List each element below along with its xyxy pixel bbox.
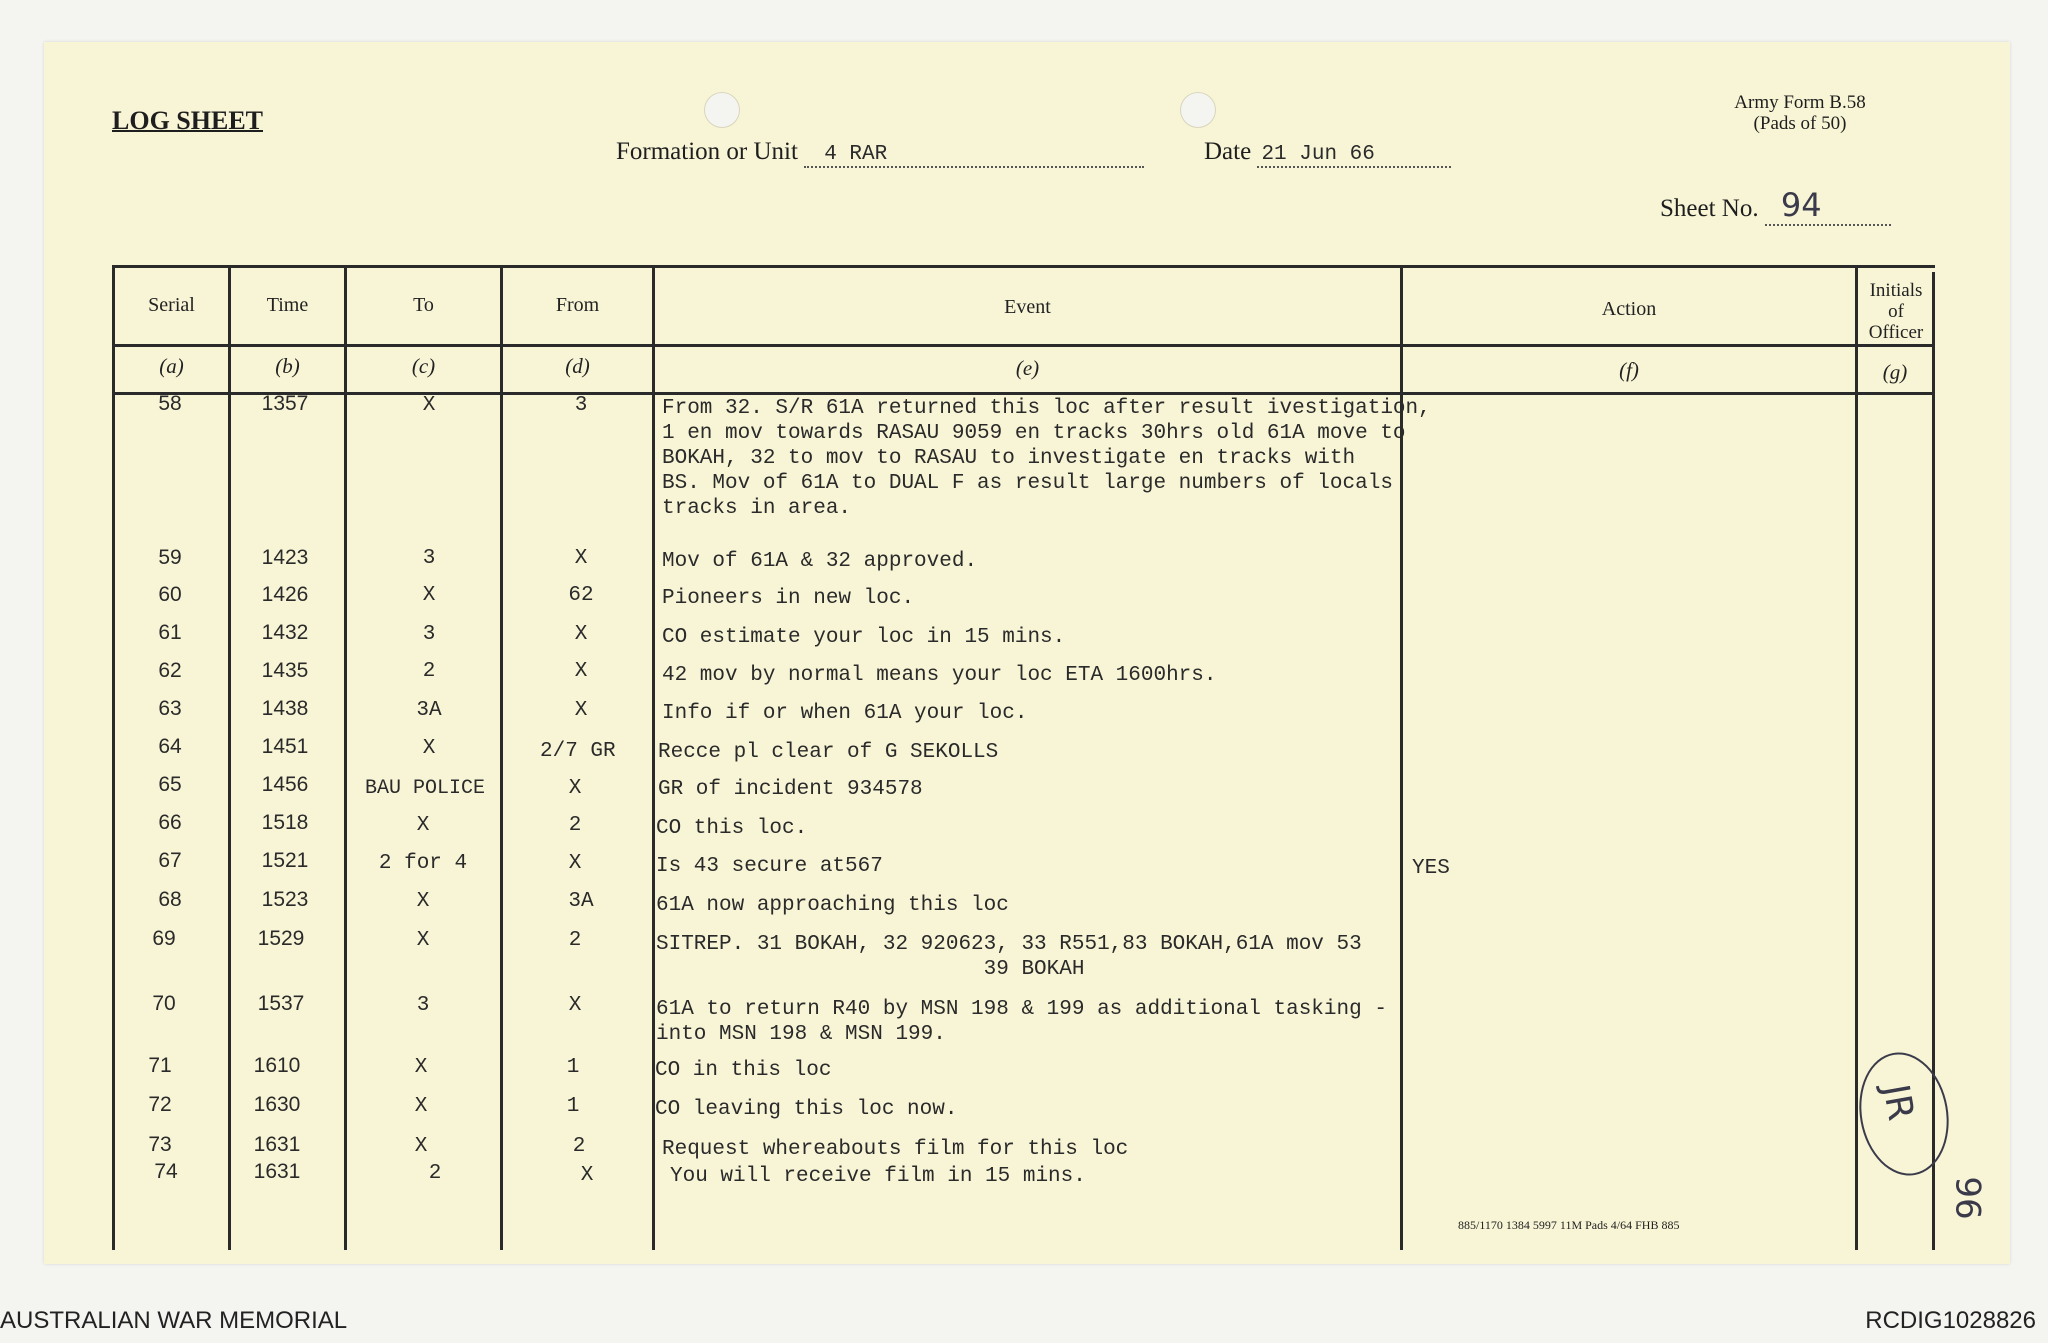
from-cell: 2 bbox=[568, 929, 582, 952]
time-cell: 1610 bbox=[253, 1054, 301, 1077]
serial-cell: 61 bbox=[158, 621, 182, 644]
action-cell: YES bbox=[1412, 857, 1450, 880]
time-cell: 1438 bbox=[261, 697, 309, 720]
col-header-action: Action bbox=[1601, 298, 1657, 320]
serial-cell: 69 bbox=[152, 927, 176, 950]
event-cell: GR of incident 934578 bbox=[658, 778, 923, 801]
time-cell: 1451 bbox=[261, 735, 309, 758]
event-cell: SITREP. 31 BOKAH, 32 920623, 33 R551,83 BOKAH,61A mov 53 39 BOKAH bbox=[656, 933, 1362, 981]
page-title: LOG SHEET bbox=[112, 106, 263, 135]
serial-cell: 63 bbox=[158, 697, 182, 720]
col-header-event: Event bbox=[1004, 296, 1051, 318]
date-label: Date bbox=[1204, 138, 1252, 165]
formation-field bbox=[616, 138, 1144, 168]
col-header-from: From bbox=[555, 294, 600, 316]
sheet-number-field bbox=[1660, 186, 1891, 226]
serial-cell: 73 bbox=[148, 1133, 172, 1156]
to-cell: X bbox=[416, 814, 430, 837]
to-cell: X bbox=[416, 890, 430, 913]
from-cell: 2 bbox=[572, 1135, 586, 1158]
col-letter-a: (a) bbox=[159, 354, 184, 378]
serial-cell: 71 bbox=[148, 1054, 172, 1077]
time-cell: 1631 bbox=[253, 1160, 301, 1183]
col-letter-b: (b) bbox=[275, 354, 300, 378]
from-cell: 2 bbox=[568, 814, 582, 837]
time-cell: 1537 bbox=[257, 992, 305, 1015]
to-cell: X bbox=[422, 584, 436, 607]
formation-label: Formation or Unit bbox=[616, 138, 798, 165]
col-letter-g: (g) bbox=[1882, 360, 1908, 384]
date-field bbox=[1204, 138, 1451, 168]
event-cell: Mov of 61A & 32 approved. bbox=[662, 550, 978, 573]
from-cell: X bbox=[574, 547, 588, 570]
from-cell: X bbox=[580, 1164, 594, 1187]
from-cell: X bbox=[574, 660, 588, 683]
time-cell: 1631 bbox=[253, 1133, 301, 1156]
event-cell: Pioneers in new loc. bbox=[662, 587, 915, 610]
serial-cell: 72 bbox=[148, 1093, 172, 1116]
to-cell: X bbox=[422, 394, 436, 417]
sheet-value: 94 bbox=[1765, 186, 1891, 226]
header-divider bbox=[112, 344, 1935, 347]
to-cell: X bbox=[422, 737, 436, 760]
punch-hole bbox=[704, 92, 740, 128]
from-cell: X bbox=[568, 777, 582, 800]
serial-cell: 74 bbox=[154, 1160, 178, 1183]
time-cell: 1423 bbox=[261, 546, 309, 569]
to-cell: X bbox=[414, 1056, 428, 1079]
print-code: 885/1170 1384 5997 11M Pads 4/64 FHB 885 bbox=[1458, 1218, 1680, 1232]
from-cell: 2/7 GR bbox=[540, 740, 616, 763]
event-cell: Info if or when 61A your loc. bbox=[662, 702, 1028, 725]
col-letter-e: (e) bbox=[1015, 356, 1040, 380]
serial-cell: 67 bbox=[158, 849, 182, 872]
from-cell: X bbox=[568, 852, 582, 875]
serial-cell: 68 bbox=[158, 888, 182, 911]
time-cell: 1523 bbox=[261, 888, 309, 911]
time-cell: 1435 bbox=[261, 659, 309, 682]
serial-cell: 60 bbox=[158, 583, 182, 606]
from-cell: 62 bbox=[568, 584, 594, 607]
time-cell: 1432 bbox=[261, 621, 309, 644]
to-cell: 2 bbox=[422, 660, 436, 683]
to-cell: 2 bbox=[428, 1162, 442, 1185]
from-cell: 1 bbox=[566, 1056, 580, 1079]
serial-cell: 66 bbox=[158, 811, 182, 834]
time-cell: 1426 bbox=[261, 583, 309, 606]
col-letter-f: (f) bbox=[1619, 358, 1639, 382]
event-cell: 61A now approaching this loc bbox=[656, 894, 1009, 917]
serial-cell: 58 bbox=[158, 392, 182, 415]
page-mark: 96 bbox=[1947, 1176, 1988, 1220]
from-cell: X bbox=[568, 994, 582, 1017]
time-cell: 1518 bbox=[261, 811, 309, 834]
from-cell: 1 bbox=[566, 1095, 580, 1118]
form-pads: (Pads of 50) bbox=[1753, 113, 1847, 134]
to-cell: BAU POLICE bbox=[364, 777, 486, 800]
from-cell: X bbox=[574, 623, 588, 646]
from-cell: X bbox=[574, 699, 588, 722]
serial-cell: 64 bbox=[158, 735, 182, 758]
col-letter-c: (c) bbox=[411, 354, 436, 378]
from-cell: 3 bbox=[574, 394, 588, 417]
to-cell: X bbox=[414, 1095, 428, 1118]
event-cell: Request whereabouts film for this loc bbox=[662, 1138, 1129, 1161]
to-cell: 3 bbox=[422, 547, 436, 570]
punch-hole bbox=[1180, 92, 1216, 128]
from-cell: 3A bbox=[568, 890, 594, 913]
to-cell: X bbox=[414, 1135, 428, 1158]
event-cell: 42 mov by normal means your loc ETA 1600hrs. bbox=[662, 664, 1217, 687]
time-cell: 1456 bbox=[261, 773, 309, 796]
table-top-border bbox=[112, 265, 1935, 268]
time-cell: 1630 bbox=[253, 1093, 301, 1116]
event-cell: CO in this loc bbox=[655, 1059, 832, 1082]
col-divider bbox=[1855, 265, 1858, 1250]
col-header-initials: Initials of Officer bbox=[1868, 280, 1924, 343]
col-letter-d: (d) bbox=[565, 354, 590, 378]
col-header-time: Time bbox=[266, 294, 309, 316]
event-cell: CO this loc. bbox=[656, 817, 808, 840]
sheet-label: Sheet No. bbox=[1660, 195, 1759, 222]
event-cell: Recce pl clear of G SEKOLLS bbox=[658, 741, 999, 764]
to-cell: 3 bbox=[416, 994, 430, 1017]
col-header-to: To bbox=[413, 294, 434, 316]
formation-value: 4 RAR bbox=[804, 143, 1144, 168]
to-cell: 3A bbox=[416, 699, 442, 722]
form-identifier bbox=[1700, 92, 1900, 134]
initials-signature: JR bbox=[1874, 1081, 1922, 1124]
form-name: Army Form B.58 bbox=[1734, 92, 1866, 113]
time-cell: 1521 bbox=[261, 849, 309, 872]
event-cell: From 32. S/R 61A returned this loc after result ivestigation, 1 en mov towards RASAU 9059 en tracks 30hrs old 61A move to BOKAH, 32 to mov to RASAU to investigate en tracks with BS. Mov of 61A to DUAL F as result large numbers of locals tracks in area. bbox=[662, 397, 1431, 520]
time-cell: 1529 bbox=[257, 927, 305, 950]
event-cell: CO leaving this loc now. bbox=[655, 1098, 958, 1121]
serial-cell: 70 bbox=[152, 992, 176, 1015]
to-cell: 3 bbox=[422, 623, 436, 646]
event-cell: CO estimate your loc in 15 mins. bbox=[662, 626, 1066, 649]
date-value: 21 Jun 66 bbox=[1257, 143, 1451, 168]
event-cell: You will receive film in 15 mins. bbox=[670, 1165, 1086, 1188]
footer-right: RCDIG1028826 bbox=[1865, 1307, 2036, 1334]
to-cell: 2 for 4 bbox=[378, 852, 468, 875]
serial-cell: 65 bbox=[158, 773, 182, 796]
event-cell: Is 43 secure at567 bbox=[656, 855, 883, 878]
serial-cell: 62 bbox=[158, 659, 182, 682]
footer-left: AUSTRALIAN WAR MEMORIAL bbox=[0, 1307, 348, 1334]
serial-cell: 59 bbox=[158, 546, 182, 569]
event-cell: 61A to return R40 by MSN 198 & 199 as additional tasking - into MSN 198 & MSN 199. bbox=[656, 998, 1387, 1046]
to-cell: X bbox=[416, 929, 430, 952]
col-header-serial: Serial bbox=[148, 294, 195, 316]
time-cell: 1357 bbox=[261, 392, 309, 415]
